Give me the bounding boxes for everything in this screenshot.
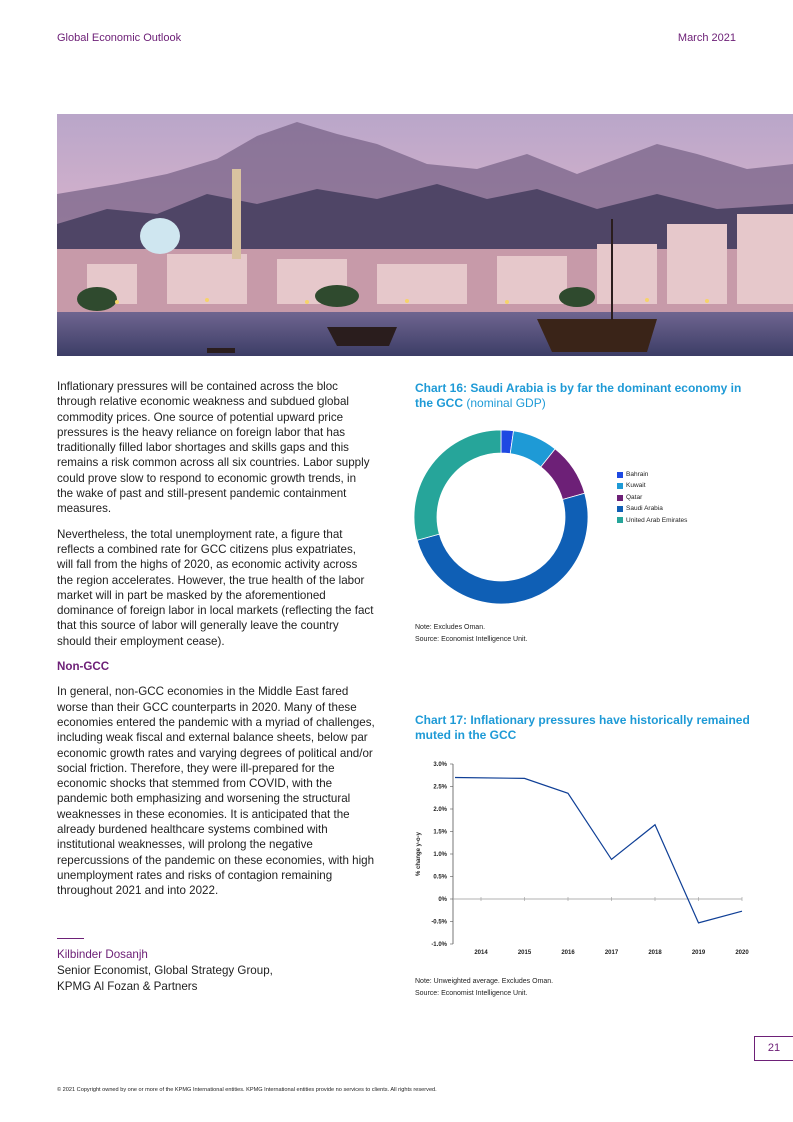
chart17-title: Chart 17: Inflationary pressures have historically remained muted in the GCC [415,713,750,742]
y-tick-label: 0% [438,897,447,903]
x-tick-label: 2014 [474,950,488,956]
chart16-title [415,381,755,411]
x-tick-label: 2015 [517,950,532,956]
y-tick-label: 3.0% [433,762,447,768]
donut-slice-saudi-arabia [417,493,588,604]
running-header-date: March 2021 [677,32,736,44]
chart17-line-chart [405,755,750,965]
chart16-notes [415,622,527,646]
y-axis-label: % change y-o-y [416,831,422,877]
legend-item [617,503,687,514]
y-tick-label: 2.0% [433,807,447,813]
y-tick-label: -0.5% [431,919,447,926]
legend-label: Bahrain [626,471,649,478]
legend-swatch [617,517,623,523]
x-tick-label: 2020 [735,950,749,956]
legend-item [617,480,687,491]
chart16-subtitle: (nominal GDP) [466,396,546,410]
y-tick-label: 2.5% [433,784,447,791]
muscat-harbor-photo [57,114,793,356]
legend-swatch [617,506,623,512]
chart16-title-text: Chart 16: Saudi Arabia is by far the dominant economy in the GCC [415,381,742,410]
chart17-source: Source: Economist Intelligence Unit. [415,990,528,997]
author-divider [57,938,84,939]
legend-item [617,492,687,503]
chart16-donut [412,428,590,606]
paragraph-non-gcc: In general, non-GCC economies in the Middle East fared worse than their GCC counterparts in 2020. Many of these economies entered the pandemic with a myriad of challenges, including weak fiscal and external balance sheets, below par economic growth rates and varying degrees of political and/or social friction. Therefore, they were ill-prepared for the economic shocks that stemmed from COVID, with the pandemic both emphasizing and worsening the structural weaknesses in these economies. It is anticipated that the already burdened healthcare systems combined with institutional weaknesses, will prolong the negative repercussions of the pandemic on these economies, with high unemployment rates and risks of contagion remaining throughout 2021 and into 2022. [57,685,375,898]
x-tick-label: 2018 [648,950,662,956]
legend-item [617,469,687,480]
legend-swatch [617,495,623,501]
author-block [57,947,273,995]
page-number: 21 [754,1036,793,1061]
legend-label: United Arab Emirates [626,516,688,524]
legend-label: Qatar [626,493,643,501]
x-tick-label: 2016 [561,950,575,956]
chart17-notes [415,976,553,1000]
chart17-note: Note: Unweighted average. Excludes Oman. [415,978,554,985]
legend-label: Saudi Arabia [626,505,663,513]
author-role: Senior Economist, Global Strategy Group, [57,964,273,977]
inflation-series-line [455,778,742,923]
chart16-legend [617,469,687,526]
chart16-note: Note: Excludes Oman. [415,624,486,631]
y-tick-label: 0.5% [433,874,447,881]
y-tick-label: -1.0% [431,942,447,948]
y-tick-label: 1.5% [433,829,447,836]
author-name: Kilbinder Dosanjh [57,948,148,961]
subhead-non-gcc: Non-GCC [57,660,110,674]
legend-item [617,515,687,526]
legend-swatch [617,472,623,478]
running-header-title: Global Economic Outlook [57,32,182,44]
x-tick-label: 2017 [604,950,619,956]
x-tick-label: 2019 [691,950,706,956]
y-tick-label: 1.0% [433,852,447,858]
donut-slice-united-arab-emirates [414,430,501,540]
author-org: KPMG Al Fozan & Partners [57,980,198,993]
legend-label: Kuwait [626,482,646,490]
chart16-source: Source: Economist Intelligence Unit. [415,636,528,643]
legend-swatch [617,483,623,489]
copyright-footer: © 2021 Copyright owned by one or more of the KPMG International entities. KPMG International entities provide no services to clients. All rights reserved. [57,1087,437,1093]
paragraph-inflation: Inflationary pressures will be contained across the bloc through relative economic weakness and subdued global commodity prices. One source of potential upward price pressures is the heavy reliance on foreign labor that has traditionally filled labor shortages and skills gaps and this remains a risk common across all six countries. Labor supply could prove slow to respond to economic growth trends, in the wake of past and still-present pandemic containment measures. [57,380,370,516]
body-text-column [57,379,375,909]
paragraph-unemployment: Nevertheless, the total unemployment rate, a figure that reflects a combined rate for GCC citizens plus expatriates, will fall from the highs of 2020, as economic activity across the region accelerates. However, the true health of the labor market will in part be masked by the aforementioned dominance of foreign labor in local markets (reflecting the fact that this source of labor will generally leave the country should their employment cease). [57,527,374,648]
